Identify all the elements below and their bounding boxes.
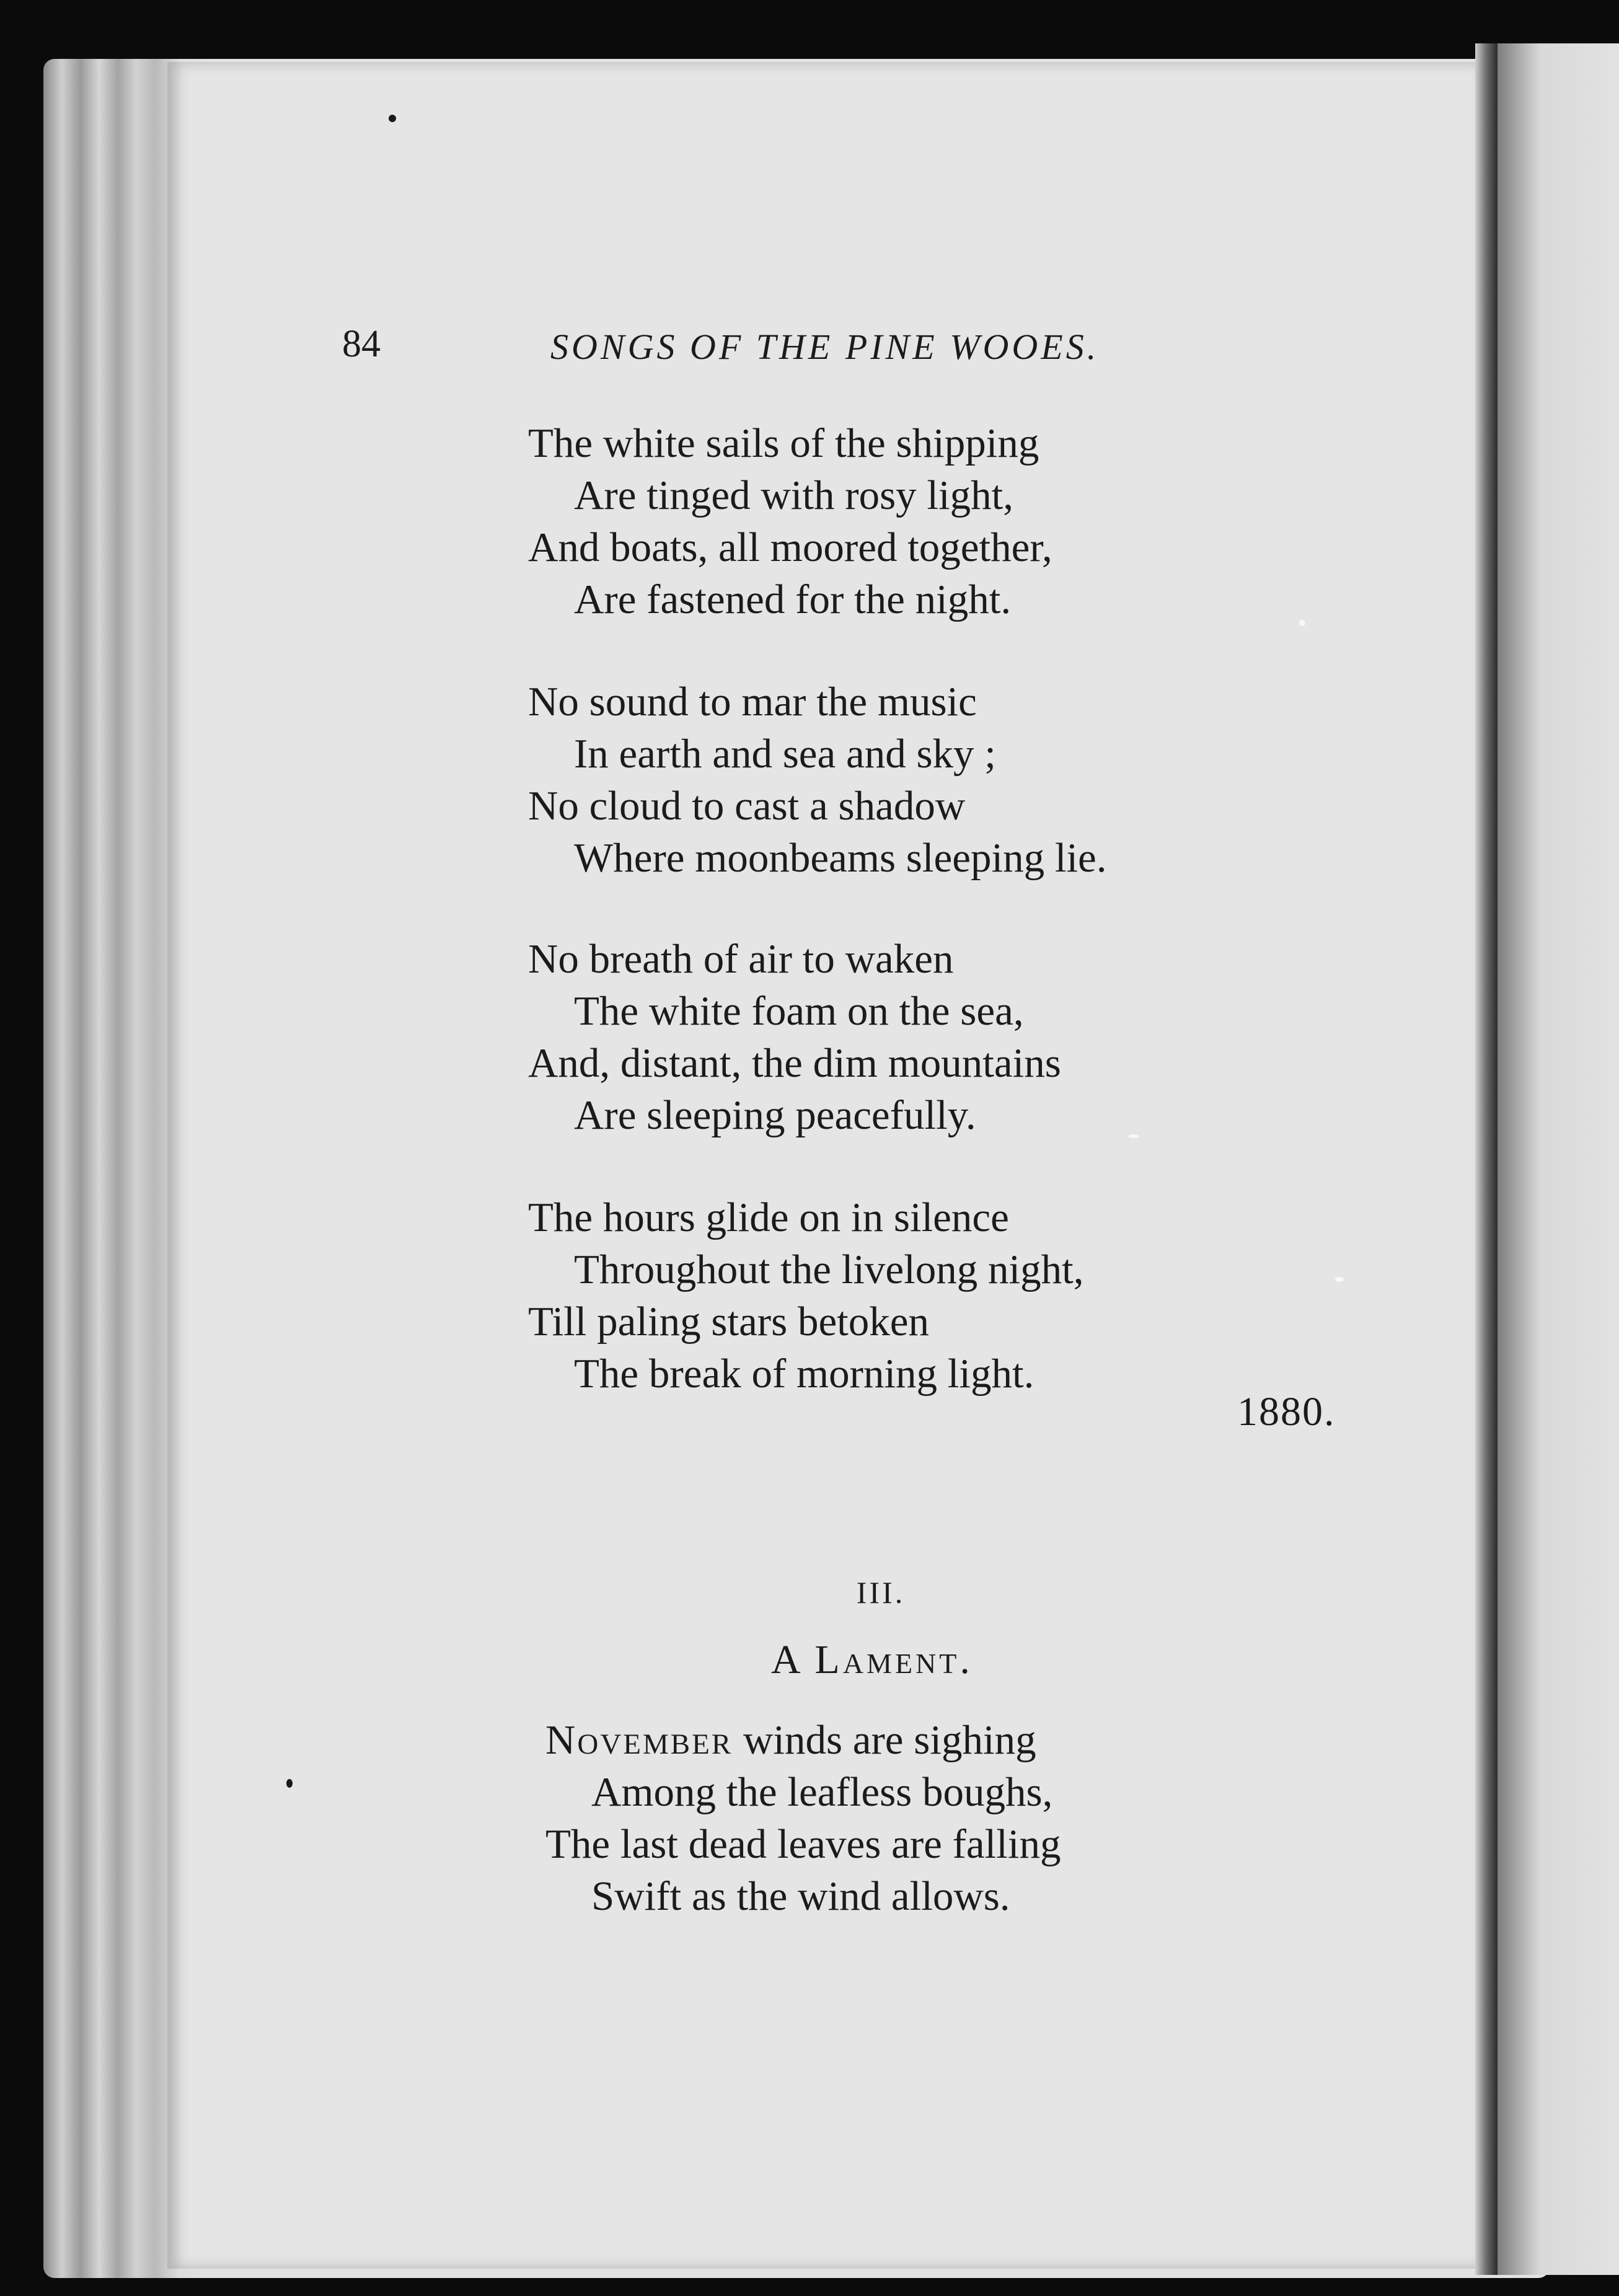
poem-line: The break of morning light. <box>574 1351 1034 1397</box>
page-number: 84 <box>342 323 381 365</box>
running-title: SONGS OF THE PINE WOOES. <box>550 327 1100 367</box>
poem-line: Where moonbeams sleeping lie. <box>574 835 1107 881</box>
stanza-1 <box>528 417 1334 625</box>
book-gutter <box>1475 43 1498 2275</box>
poem-line: In earth and sea and sky ; <box>574 731 996 777</box>
poem-line: Are tinged with rosy light, <box>574 472 1013 518</box>
poem-line: And, distant, the dim mountains <box>528 1040 1061 1086</box>
first-line-rest: winds are sighing <box>733 1717 1036 1763</box>
poem-line: And boats, all moored together, <box>528 524 1052 570</box>
poem-line: Are sleeping peacefully. <box>574 1092 976 1138</box>
poem-line: Are fastened for the night. <box>574 576 1012 622</box>
stanza-5 <box>545 1714 1351 1922</box>
scan-speck <box>1335 1277 1344 1282</box>
poem-title: A Lament. <box>771 1637 973 1682</box>
poem-line: No sound to mar the music <box>528 679 977 725</box>
poem-line: The white foam on the sea, <box>574 988 1024 1034</box>
stanza-2 <box>528 676 1334 884</box>
poem-line: No breath of air to waken <box>528 936 954 982</box>
poem-line: Throughout the livelong night, <box>574 1247 1084 1292</box>
scan-speck <box>286 1779 293 1788</box>
poem-line-first <box>545 1714 1351 1766</box>
poem-line: Among the leafless boughs, <box>591 1769 1053 1815</box>
poem-date: 1880. <box>1237 1389 1336 1434</box>
poem-line: Swift as the wind allows. <box>591 1873 1010 1919</box>
section-number: III. <box>856 1575 906 1610</box>
first-word: November <box>545 1717 733 1763</box>
running-head <box>0 322 1619 372</box>
book-page <box>167 62 1475 2269</box>
stanza-4 <box>528 1191 1334 1400</box>
stanza-3 <box>528 933 1334 1141</box>
poem-line: The white sails of the shipping <box>528 420 1039 466</box>
poem-line: No cloud to cast a shadow <box>528 783 966 829</box>
facing-page-edge <box>1498 43 1619 2275</box>
scan-speck <box>389 115 396 122</box>
poem-line: The hours glide on in silence <box>528 1194 1009 1240</box>
poem-line: Till paling stars betoken <box>528 1299 930 1344</box>
poem-line: The last dead leaves are falling <box>545 1821 1061 1867</box>
